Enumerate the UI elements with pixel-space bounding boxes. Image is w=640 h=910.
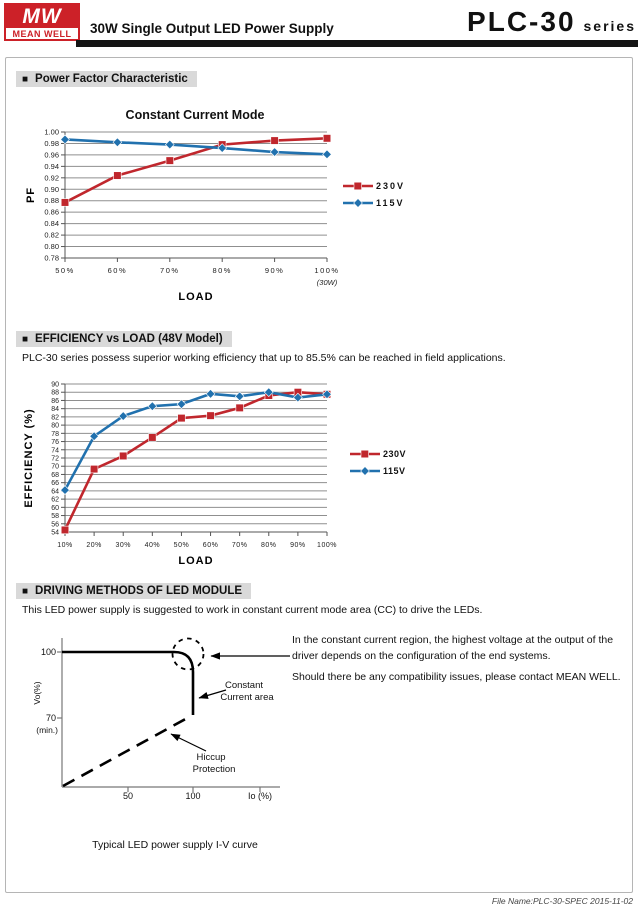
legend-label: 115V: [376, 198, 405, 208]
hiccup-label-line1: Hiccup: [196, 752, 226, 763]
svg-text:58: 58: [51, 513, 59, 521]
svg-text:82: 82: [51, 414, 59, 422]
square-marker-icon: [343, 180, 373, 192]
diagram-caption: Typical LED power supply I-V curve: [92, 839, 258, 851]
legend-item-115V: [350, 465, 406, 477]
header-rule: [76, 40, 638, 47]
svg-text:74: 74: [51, 447, 59, 455]
svg-text:66: 66: [51, 480, 59, 488]
product-name: PLC-30: [467, 6, 576, 37]
cc-label-line1: Constant: [224, 680, 264, 691]
mw-logo-icon: MW: [6, 5, 78, 28]
meanwell-logo: [4, 3, 80, 41]
svg-text:76: 76: [51, 439, 59, 447]
svg-text:84: 84: [51, 406, 59, 414]
svg-text:80%: 80%: [261, 542, 277, 549]
svg-text:70%: 70%: [231, 542, 248, 549]
efficiency-load-chart: [20, 377, 380, 573]
page-subtitle: 30W Single Output LED Power Supply: [90, 21, 334, 36]
svg-text:60%: 60%: [202, 542, 219, 549]
svg-text:LOAD: LOAD: [178, 291, 214, 303]
series-label: series: [583, 18, 636, 34]
svg-text:PF: PF: [25, 186, 37, 204]
svg-text:68: 68: [51, 471, 59, 479]
driving-notes: [292, 632, 630, 685]
section-square-icon: ■: [22, 333, 29, 345]
svg-text:50%: 50%: [55, 266, 75, 275]
iv-curve-diagram: [28, 636, 313, 806]
svg-text:0.98: 0.98: [44, 138, 59, 148]
chart1-title: Constant Current Mode: [125, 108, 265, 122]
section-heading-label: EFFICIENCY vs LOAD (48V Model): [35, 333, 223, 345]
svg-text:0.86: 0.86: [44, 207, 59, 217]
section-heading-label: DRIVING METHODS OF LED MODULE: [35, 585, 243, 597]
hiccup-pointer-arrow: [171, 734, 206, 751]
svg-text:72: 72: [51, 455, 59, 463]
svg-text:0.82: 0.82: [44, 230, 59, 240]
driving-paragraph: This LED power supply is suggested to work in constant current mode area (CC) to drive the LEDs.: [22, 604, 483, 616]
legend-label: 230V: [383, 449, 407, 459]
section-heading-label: Power Factor Characteristic: [35, 73, 188, 85]
svg-text:0.84: 0.84: [44, 219, 59, 229]
svg-text:70%: 70%: [160, 266, 180, 275]
svg-text:64: 64: [51, 488, 59, 496]
diamond-marker-icon: [350, 465, 380, 477]
svg-text:30%: 30%: [115, 542, 131, 549]
svg-text:80: 80: [51, 422, 59, 430]
legend-item-115V: [343, 197, 405, 209]
svg-text:90%: 90%: [264, 266, 285, 275]
svg-text:0.90: 0.90: [44, 184, 59, 194]
logo-brand-text: MEAN WELL: [6, 28, 78, 39]
svg-text:40%: 40%: [144, 542, 161, 549]
diamond-marker-icon: [343, 197, 373, 209]
svg-text:0.88: 0.88: [44, 196, 59, 206]
driving-note-2: Should there be any compatibility issues, please contact MEAN WELL.: [292, 670, 621, 683]
efficiency-paragraph: PLC-30 series possess superior working efficiency that up to 85.5% can be reached in field applications.: [22, 352, 506, 364]
file-name-note: File Name:PLC-30-SPEC 2015-11-02: [491, 896, 633, 906]
legend-item-230V: [350, 448, 406, 460]
svg-text:60: 60: [51, 504, 59, 512]
diagram-y-label: Vo(%): [32, 681, 42, 705]
section-square-icon: ■: [22, 73, 29, 85]
svg-text:100%: 100%: [314, 266, 340, 275]
svg-text:86: 86: [51, 397, 59, 405]
legend-label: 230V: [376, 181, 406, 191]
chart2-legend: [350, 448, 406, 477]
section-square-icon: ■: [22, 585, 29, 597]
chart1-legend: [343, 180, 405, 209]
section-heading-efficiency: [16, 329, 232, 347]
svg-text:LOAD: LOAD: [178, 555, 214, 567]
svg-text:0.96: 0.96: [44, 150, 59, 160]
svg-text:(30W): (30W): [316, 278, 338, 287]
svg-text:50%: 50%: [173, 542, 190, 549]
svg-text:80%: 80%: [212, 266, 232, 275]
product-title: [467, 6, 636, 38]
svg-text:60%: 60%: [107, 266, 128, 275]
svg-text:90%: 90%: [290, 542, 306, 549]
svg-text:100%: 100%: [317, 542, 337, 549]
x-tick-100: 100: [185, 791, 201, 801]
y-tick-70: 70: [45, 713, 56, 723]
svg-text:62: 62: [51, 496, 59, 504]
iv-curve-solid: [62, 652, 193, 715]
driving-note-1: In the constant current region, the highest voltage at the output of the driver depends on the configuration of the end systems.: [292, 634, 614, 663]
svg-text:90: 90: [51, 381, 59, 389]
svg-text:70: 70: [51, 463, 59, 471]
x-tick-50: 50: [122, 791, 134, 801]
square-marker-icon: [350, 448, 380, 460]
y-tick-100: 100: [40, 647, 56, 657]
svg-text:10%: 10%: [57, 542, 73, 549]
svg-text:1.00: 1.00: [44, 127, 59, 137]
section-heading-power-factor: [16, 69, 197, 87]
svg-text:54: 54: [51, 529, 59, 537]
svg-text:20%: 20%: [86, 542, 102, 549]
svg-text:0.80: 0.80: [44, 242, 59, 252]
svg-text:88: 88: [51, 389, 59, 397]
svg-text:0.78: 0.78: [44, 253, 59, 263]
svg-text:EFFICIENCY (%): EFFICIENCY (%): [23, 408, 35, 508]
svg-text:0.92: 0.92: [44, 173, 59, 183]
legend-label: 115V: [383, 466, 406, 476]
y-tick-min: (min.): [36, 725, 58, 735]
section-heading-driving-methods: [16, 581, 251, 599]
highlight-circle: [173, 639, 204, 670]
legend-item-230V: [343, 180, 405, 192]
hiccup-label-line2: Protection: [192, 764, 236, 775]
hiccup-dashed-line: [63, 716, 191, 786]
svg-text:78: 78: [51, 430, 59, 438]
diagram-x-label: Io (%): [247, 791, 273, 801]
svg-text:56: 56: [51, 521, 59, 529]
svg-text:0.94: 0.94: [44, 161, 59, 171]
pf-load-chart: [20, 124, 380, 308]
cc-label-line2: Current area: [220, 692, 274, 703]
